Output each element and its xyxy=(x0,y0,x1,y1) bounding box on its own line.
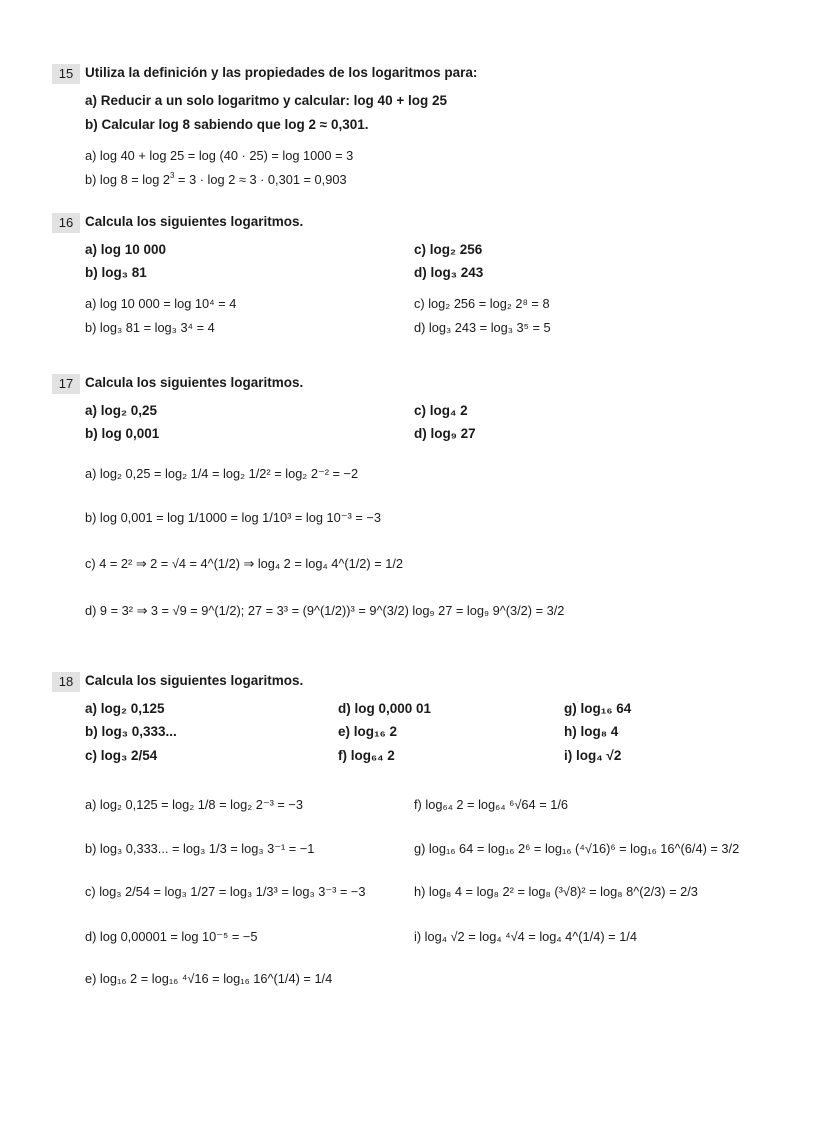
p16-question-c: c) log₂ 256 xyxy=(414,242,483,257)
p18-answer-d: d) log 0,00001 = log 10⁻⁵ = −5 xyxy=(85,929,258,944)
p18-answer-e: e) log₁₆ 2 = log₁₆ ⁴√16 = log₁₆ 16^(1/4) = 1/4 xyxy=(85,971,333,986)
p16-answer-d: d) log₃ 243 = log₃ 3⁵ = 5 xyxy=(414,320,551,335)
p18-answer-a: a) log₂ 0,125 = log₂ 1/8 = log₂ 2⁻³ = −3 xyxy=(85,797,304,812)
p18-question-a: a) log₂ 0,125 xyxy=(85,701,165,716)
p17-question-d: d) log₉ 27 xyxy=(414,426,476,441)
p17-answer-b: b) log 0,001 = log 1/1000 = log 1/10³ = log 10⁻³ = −3 xyxy=(85,510,381,525)
p16-question-b: b) log₃ 81 xyxy=(85,265,147,280)
problem-15-title: Utiliza la definición y las propiedades de los logaritmos para: xyxy=(85,65,478,80)
p15-question-b: b) Calcular log 8 sabiendo que log 2 ≈ 0,301. xyxy=(85,117,369,132)
p18-question-d: d) log 0,000 01 xyxy=(338,701,432,716)
p18-answer-i: i) log₄ √2 = log₄ ⁴√4 = log₄ 4^(1/4) = 1/4 xyxy=(414,929,637,944)
p15-answer-a: a) log 40 + log 25 = log (40 · 25) = log 1000 = 3 xyxy=(85,148,354,163)
p16-answer-b: b) log₃ 81 = log₃ 3⁴ = 4 xyxy=(85,320,215,335)
p17-answer-c: c) 4 = 2² ⇒ 2 = √4 = 4^(1/2) ⇒ log₄ 2 = log₄ 4^(1/2) = 1/2 xyxy=(85,556,404,571)
p18-question-b: b) log₃ 0,333... xyxy=(85,724,177,739)
p18-question-g: g) log₁₆ 64 xyxy=(564,701,632,716)
p15-question-a: a) Reducir a un solo logaritmo y calcular: log 40 + log 25 xyxy=(85,93,447,108)
p18-answer-h: h) log₈ 4 = log₈ 2² = log₈ (³√8)² = log₈ 8^(2/3) = 2/3 xyxy=(414,884,698,899)
p18-question-f: f) log₆₄ 2 xyxy=(338,748,395,763)
p18-answer-f: f) log₆₄ 2 = log₆₄ ⁶√64 = 1/6 xyxy=(414,797,569,812)
p17-question-c: c) log₄ 2 xyxy=(414,403,468,418)
p17-answer-d: d) 9 = 3² ⇒ 3 = √9 = 9^(1/2); 27 = 3³ = (9^(1/2))³ = 9^(3/2) log₉ 27 = log₉ 9^(3/2) = 3/2 xyxy=(85,603,565,618)
problem-number-18: 18 xyxy=(52,672,80,692)
p16-question-d: d) log₃ 243 xyxy=(414,265,484,280)
p18-question-e: e) log₁₆ 2 xyxy=(338,724,397,739)
p16-question-a: a) log 10 000 xyxy=(85,242,167,257)
p17-question-a: a) log₂ 0,25 xyxy=(85,403,158,418)
p18-question-i: i) log₄ √2 xyxy=(564,748,622,763)
problem-16-title: Calcula los siguientes logaritmos. xyxy=(85,214,304,229)
p16-answer-c: c) log₂ 256 = log₂ 2⁸ = 8 xyxy=(414,296,550,311)
problem-17-title: Calcula los siguientes logaritmos. xyxy=(85,375,304,390)
p17-question-b: b) log 0,001 xyxy=(85,426,160,441)
problem-number-16: 16 xyxy=(52,213,80,233)
p15-answer-b: b) $\log 8 = \log 2^3 = 3 \cdot \log 2 \approx 3 \cdot 0,301 = 0,903$ xyxy=(85,171,347,187)
problem-number-15: 15 xyxy=(52,64,80,84)
problem-18-title: Calcula los siguientes logaritmos. xyxy=(85,673,304,688)
problem-number-17: 17 xyxy=(52,374,80,394)
p18-question-h: h) log₈ 4 xyxy=(564,724,619,739)
p18-answer-c: c) log₃ 2/54 = log₃ 1/27 = log₃ 1/3³ = log₃ 3⁻³ = −3 xyxy=(85,884,366,899)
p17-answer-a: a) log₂ 0,25 = log₂ 1/4 = log₂ 1/2² = log₂ 2⁻² = −2 xyxy=(85,466,359,481)
p18-answer-b: b) log₃ 0,333... = log₃ 1/3 = log₃ 3⁻¹ = −1 xyxy=(85,841,315,856)
p16-answer-a: a) log 10 000 = log 10⁴ = 4 xyxy=(85,296,237,311)
p18-question-c: c) log₃ 2/54 xyxy=(85,748,158,763)
p18-answer-g: g) log₁₆ 64 = log₁₆ 2⁶ = log₁₆ (⁴√16)⁶ = log₁₆ 16^(6/4) = 3/2 xyxy=(414,841,740,856)
